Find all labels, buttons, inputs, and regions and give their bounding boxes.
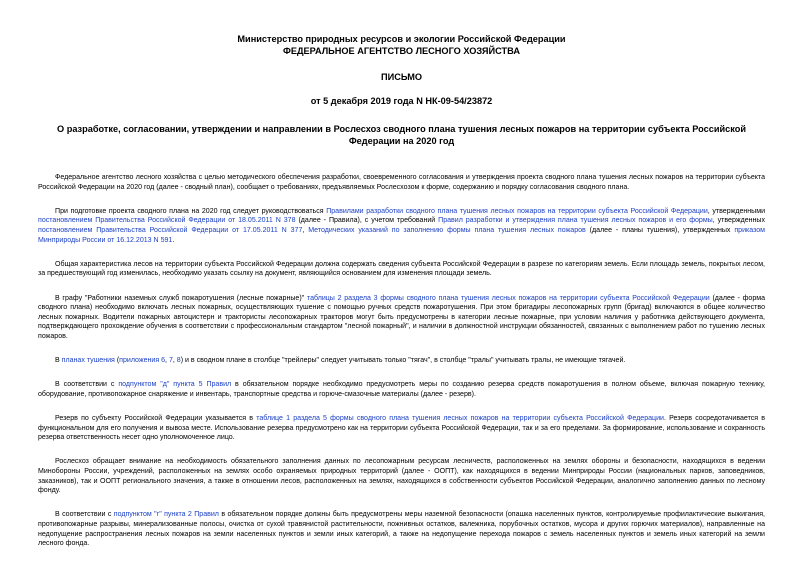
paragraph-text: Общая характеристика лесов на территории субъекта Российской Федерации должна содержать сведения субъекта Российской Федерации в разрезе по категориям земель. Если площадь земель, покрытых лесом, за предшествующий год изменилась, необходимо указать ссылку на документ, являющийся основанием для изменения площади земель. [38,260,765,278]
paragraph-text: ( [114,357,120,365]
paragraph-text: в обязательном порядке необходимо предусмотреть меры по созданию резерва средств пожаротушения в полном объеме, включая пожарную технику, оборудование, противопожарное снаряжение и инвентарь, транспортные средства и горюче-смазочные материалы (далее - резерв). [38,381,765,398]
link-subpoint-g-point-2[interactable]: подпунктом "г" пункта 2 Правил [113,511,219,519]
paragraph-text: Резерв по субъекту Российской Федерации указывается в [55,415,257,423]
paragraph-2 [38,207,765,245]
paragraph-4 [38,294,765,342]
document-body [38,173,765,549]
paragraph-text: В соответствии с [55,381,119,389]
link-decree-378[interactable]: постановлением Правительства Российской Федерации от 18.05.2011 N 378 [38,217,296,225]
paragraph-3 [38,260,765,279]
paragraph-text: , утвержденных [712,217,765,225]
link-decree-377[interactable]: постановлением Правительства Российской Федерации от 17.05.2011 N 377 [38,226,303,234]
document-subject: О разработке, согласовании, утверждении и направлении в Рослесхоз сводного плана тушения лесных пожаров на территории субъекта Российской Федерации на 2020 год [57,124,746,146]
link-appendix-7[interactable]: 7 [168,357,173,365]
document-header [38,0,765,147]
document-type: ПИСЬМО [380,72,423,82]
paragraph-text: В [55,357,62,365]
paragraph-text: в обязательном порядке должны быть предусмотрены меры наземной безопасности (опашка населенных пунктов, контролируемые профилактические выжигания, противопожарные разрывы, минерализованные полосы, очистка от сухой травянистой растительности, пожнивных остатков, валежника, порубочных остатков, мусора и других горючих материалов), направленные на недопущение распространения лесных пожаров на земли населенных пунктов и земли иных категорий, а также на недопущение перехода пожаров с земель населенных пунктов и земель иных категорий на земли лесного фонда. [38,511,765,548]
link-table-1-section-5[interactable]: таблице 1 раздела 5 формы сводного плана тушения лесных пожаров на территории субъекта Российской Федерации [256,415,664,423]
paragraph-5 [38,356,765,366]
agency-name: ФЕДЕРАЛЬНОЕ АГЕНТСТВО ЛЕСНОГО ХОЗЯЙСТВА [283,46,520,56]
paragraph-text: Федеральное агентство лесного хозяйства с целью методического обеспечения разработки, своевременного согласования и утверждения проекта сводного плана тушения лесных пожаров на территории субъекта Российской Федерации на 2020 год (далее - сводный план), сообщает о требованиях, предъявляемых Рослесхозом к форме, содержанию и порядку согласования сводного плана. [38,174,765,191]
paragraph-1 [38,173,765,192]
paragraph-7 [38,414,765,443]
paragraph-6 [38,380,765,399]
paragraph-text: , утвержденными [707,207,766,215]
paragraph-8 [38,457,765,495]
paragraph-text: Рослесхоз обращает внимание на необходимость обязательного заполнения данных по лесопожарным ресурсам лесничеств, расположенных на землях обороны и безопасности, находящихся в ведении Минобороны России, учреждений, расположенных на землях особо охраняемых природных территорий (далее - ООПТ), как находящихся в ведении Минприроды России (национальных парков, заповедников, заказников), так и ООПТ регионального значения, а также в отношении лесов, расположенных на землях, находящихся в собственности субъектов Российской Федерации, аналогично заполнению данных по лесному фонду. [38,458,765,495]
paragraph-text: (далее - планы тушения), утвержденных [585,226,735,234]
paragraph-text: В графу "Работники наземных служб пожаротушения (лесные пожарные)" [55,294,307,302]
link-table-2-section-3[interactable]: таблицы 2 раздела 3 формы сводного плана тушения лесных пожаров на территории субъекта Российской Федерации [306,294,710,302]
ministry-name: Министерство природных ресурсов и экологии Российской Федерации [237,34,566,44]
document-date-number: от 5 декабря 2019 года N НК-09-54/23872 [310,96,493,106]
paragraph-text: (далее - форма сводного плана) необходимо включать лесных пожарных, осуществляющих тушение с помощью ручных средств пожаротушения. При этом бригадиры лесопожарных групп (бригад) включаются в общее количество лесных пожарных. Водители пожарных автоцистерн и трактористы лесопожарных тракторов могут быть предусмотрены в категории лесные пожарные, при условии наличия у работника действующего документа, подтверждающего прохождение обучения в соответствии с профессиональным стандартом "лесной пожарный", и наличии в должностной инструкции обязанностей, связанных с выполнением работ по тушению лесных пожаров. [38,294,766,340]
paragraph-text: , [172,357,177,365]
link-appendix-8[interactable]: 8 [176,357,181,365]
link-rules-plan-form[interactable]: Правил разработки и утверждения плана тушения лесных пожаров и его формы [438,217,713,225]
paragraph-text: . Резерв сосредотачивается в функциональном для его получения и вывоза месте. Использование резерва предусмотрено как на территории субъекта Российской Федерации, так и за его пределами. За формирование, использование и сохранность резерва ответственность несет одно уполномоченное лицо. [38,415,765,442]
paragraph-text: (далее - Правила), с учетом требований [295,217,439,225]
paragraph-9 [38,510,765,548]
link-method-guidelines[interactable]: Методических указаний по заполнению формы плана тушения лесных пожаров [308,226,586,234]
link-order-591[interactable]: приказом Минприроды России от 16.12.2013 N 591 [38,226,766,244]
link-appendix-6[interactable]: приложения 6 [119,357,166,365]
link-subpoint-d-point-5[interactable]: подпунктом "д" пункта 5 Правил [118,381,232,389]
paragraph-text: В соответствии с [55,511,114,519]
link-rules-summary-plan[interactable]: Правилами разработки сводного плана тушения лесных пожаров на территории субъекта Российской Федерации [326,207,708,215]
paragraph-text: При подготовке проекта сводного плана на 2020 год следует руководствоваться [55,207,327,215]
link-extinguish-plans[interactable]: планах тушения [61,357,115,365]
paragraph-text: , [302,226,309,234]
paragraph-text: ) и в сводном плане в столбце "трейлеры" следует учитывать только "тягач", в столбце "тралы" учитывать тралы, не имеющие тягачей. [180,357,626,365]
paragraph-text: , [165,357,169,365]
paragraph-text: . [172,236,175,244]
